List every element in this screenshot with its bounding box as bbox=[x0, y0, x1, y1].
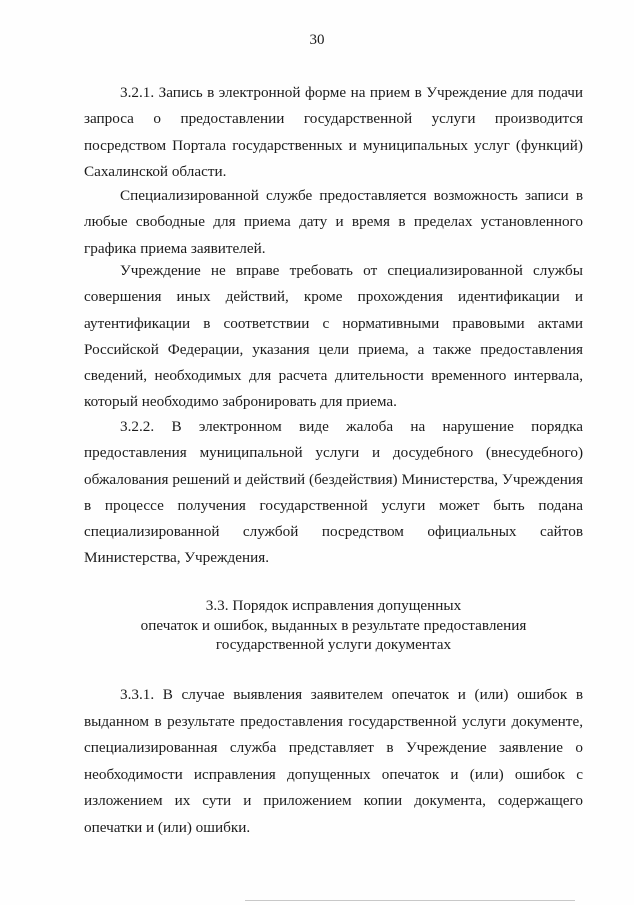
paragraph-3-2-2: 3.2.2. В электронном виде жалоба на нарушение порядка предоставления муниципальной услуги и досудебного (внесудебного) обжалования решений и действий (бездействия) Министерства, Учреждения в процессе получения государственной услуги может быть подана специализированной службой посредством официальных сайтов Министерства, Учреждения. bbox=[84, 418, 583, 567]
paragraph-block bbox=[84, 80, 583, 185]
section-heading-line-3: государственной услуги документах bbox=[215, 636, 452, 653]
section-heading bbox=[84, 596, 583, 655]
paragraph-institution-may-not: Учреждение не вправе требовать от специализированной службы совершения иных действий, кроме прохождения идентификации и аутентификации в соответствии с нормативными правовыми актами Российской Федерации, указания цели приема, а также предоставления сведений, необходимых для расчета длительности временного интервала, который необходимо забронировать для приема. bbox=[84, 262, 583, 411]
paragraph-block bbox=[84, 183, 583, 262]
paragraph-3-3-1: 3.3.1. В случае выявления заявителем опечаток и (или) ошибок в выданном в результате предоставления государственной услуги документе, специализированная служба представляет в Учреждение заявление о необходимости исправления допущенных опечаток и (или) ошибок с изложением их сути и приложением копии документа, содержащего опечатки и (или) ошибки. bbox=[84, 686, 583, 836]
scan-edge-line bbox=[245, 900, 575, 901]
paragraph-specialized-service: Специализированной службе предоставляется возможность записи в любые свободные для приема дату и время в пределах установленного графика приема заявителей. bbox=[84, 187, 583, 257]
section-heading-line-1: 3.3. Порядок исправления допущенных bbox=[205, 597, 462, 614]
paragraph-block bbox=[84, 682, 583, 842]
paragraph-3-2-1: 3.2.1. Запись в электронной форме на прием в Учреждение для подачи запроса о предоставлении государственной услуги производится посредством Портала государственных и муниципальных услуг (функций) Сахалинской области. bbox=[84, 84, 583, 180]
page-number: 30 bbox=[309, 32, 325, 48]
paragraph-block bbox=[84, 258, 583, 416]
section-heading-line-2: опечаток и ошибок, выданных в результате предоставления bbox=[140, 616, 527, 634]
paragraph-block bbox=[84, 414, 583, 572]
